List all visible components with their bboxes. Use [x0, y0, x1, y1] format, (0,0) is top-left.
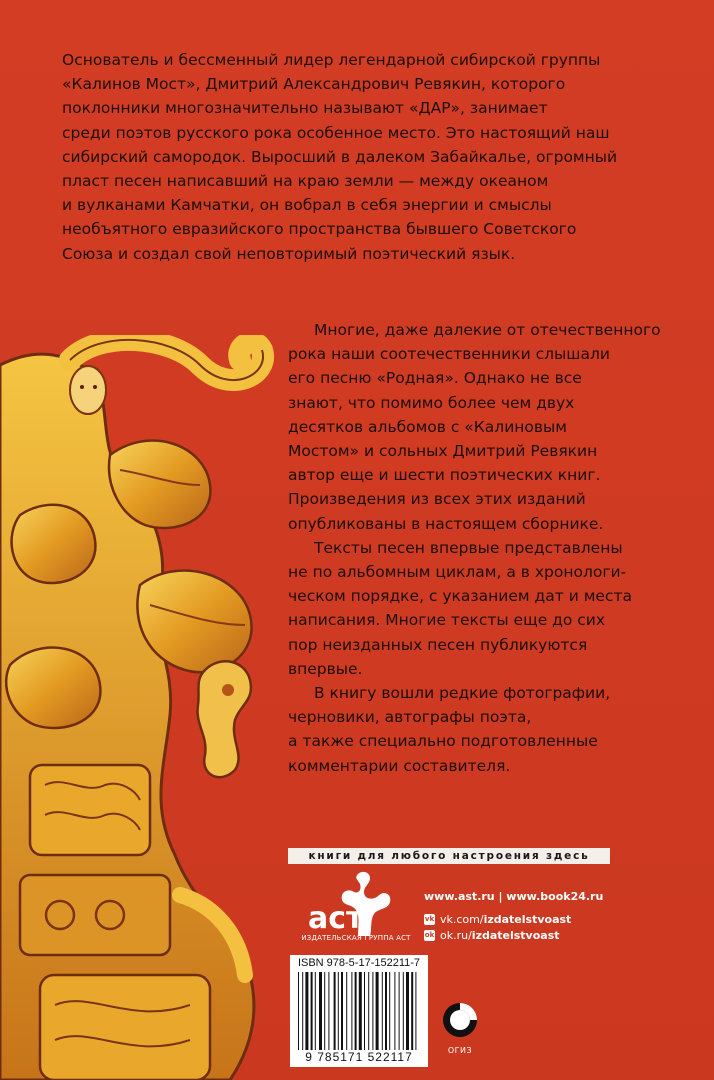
body-line: не по альбомным циклам, а в хронологи- — [288, 563, 627, 582]
body-line: комментарии составителя. — [288, 756, 511, 775]
isbn-label: ISBN 978-5-17-152211-7 — [297, 957, 421, 969]
body-line: пор неизданных песен публикуются — [288, 635, 588, 654]
publisher-name: ИЗДАТЕЛЬСКАЯ ГРУППА АСТ — [301, 934, 411, 942]
ok-prefix: ok.ru/ — [440, 929, 472, 942]
body-line: Многие, даже далекие от отечественного — [314, 321, 661, 339]
body-line: Тексты песен впервые представлены — [314, 538, 623, 557]
intro-line: пласт песен написавший на краю земли — между океаном — [62, 172, 549, 191]
body-line: автор еще и шести поэтических книг. — [288, 466, 601, 485]
barcode — [298, 972, 420, 1052]
vk-icon: vk — [424, 915, 435, 923]
intro-line: необъятного евразийского пространства бывшего Советского — [62, 220, 577, 239]
intro-line: среди поэтов русского рока особенное место. Это настоящий наш — [62, 123, 610, 142]
body-line: написания. Многие тексты еще до сих — [288, 611, 606, 630]
body-line: В книгу вошли редкие фотографии, — [314, 684, 611, 703]
barcode-panel — [290, 955, 428, 1067]
body-line: а также специально подготовленные — [288, 732, 598, 751]
body-line: опубликованы в настоящем сборнике. — [288, 514, 604, 533]
vk-prefix: vk.com/ — [440, 913, 484, 926]
description-text — [288, 318, 688, 778]
body-line: Произведения из всех этих изданий — [288, 490, 586, 509]
body-line: знают, что помимо более чем двух — [288, 393, 575, 412]
vk-handle: izdatelstvoast — [483, 913, 572, 926]
ok-icon: ok — [424, 931, 435, 939]
slogan-banner: книги для любого настроения здесь — [288, 848, 610, 864]
intro-line: Союза и создал свой неповторимый поэтический язык. — [62, 244, 516, 263]
ast-logo-text: аст — [308, 901, 364, 936]
body-line: Мостом» и сольных Дмитрий Ревякин — [288, 442, 598, 461]
body-line: ческом порядке, с указанием дат и места — [288, 587, 632, 606]
folk-art-illustration — [0, 335, 290, 1080]
body-line: его песню «Родная». Однако не все — [288, 369, 582, 388]
vk-link[interactable] — [424, 913, 571, 926]
barcode-number: 9 785171 522117 — [305, 1050, 413, 1064]
website-links[interactable]: www.ast.ru | www.book24.ru — [424, 890, 604, 903]
ok-handle: izdatelstvoast — [471, 929, 560, 942]
intro-line: сибирский самородок. Выросший в далеком Забайкалье, огромный — [62, 147, 618, 166]
ogiz-label: ОГИЗ — [447, 1046, 473, 1055]
intro-paragraph — [62, 48, 652, 266]
body-line: рока наши соотечественники слышали — [288, 345, 610, 364]
body-line: черновики, автографы поэта, — [288, 708, 532, 727]
intro-line: Основатель и бессменный лидер легендарной сибирской группы — [62, 51, 601, 69]
intro-line: «Калинов Мост», Дмитрий Александрович Ревякин, которого — [62, 75, 566, 94]
intro-line: поклонники многозначительно называют «ДАР», занимает — [62, 99, 548, 118]
intro-line: и вулканами Камчатки, он вобрал в себя энергии и смыслы — [62, 196, 552, 215]
ok-link[interactable] — [424, 929, 560, 942]
body-line: впервые. — [288, 659, 363, 678]
body-line: десятков альбомов с «Калиновым — [288, 417, 567, 436]
